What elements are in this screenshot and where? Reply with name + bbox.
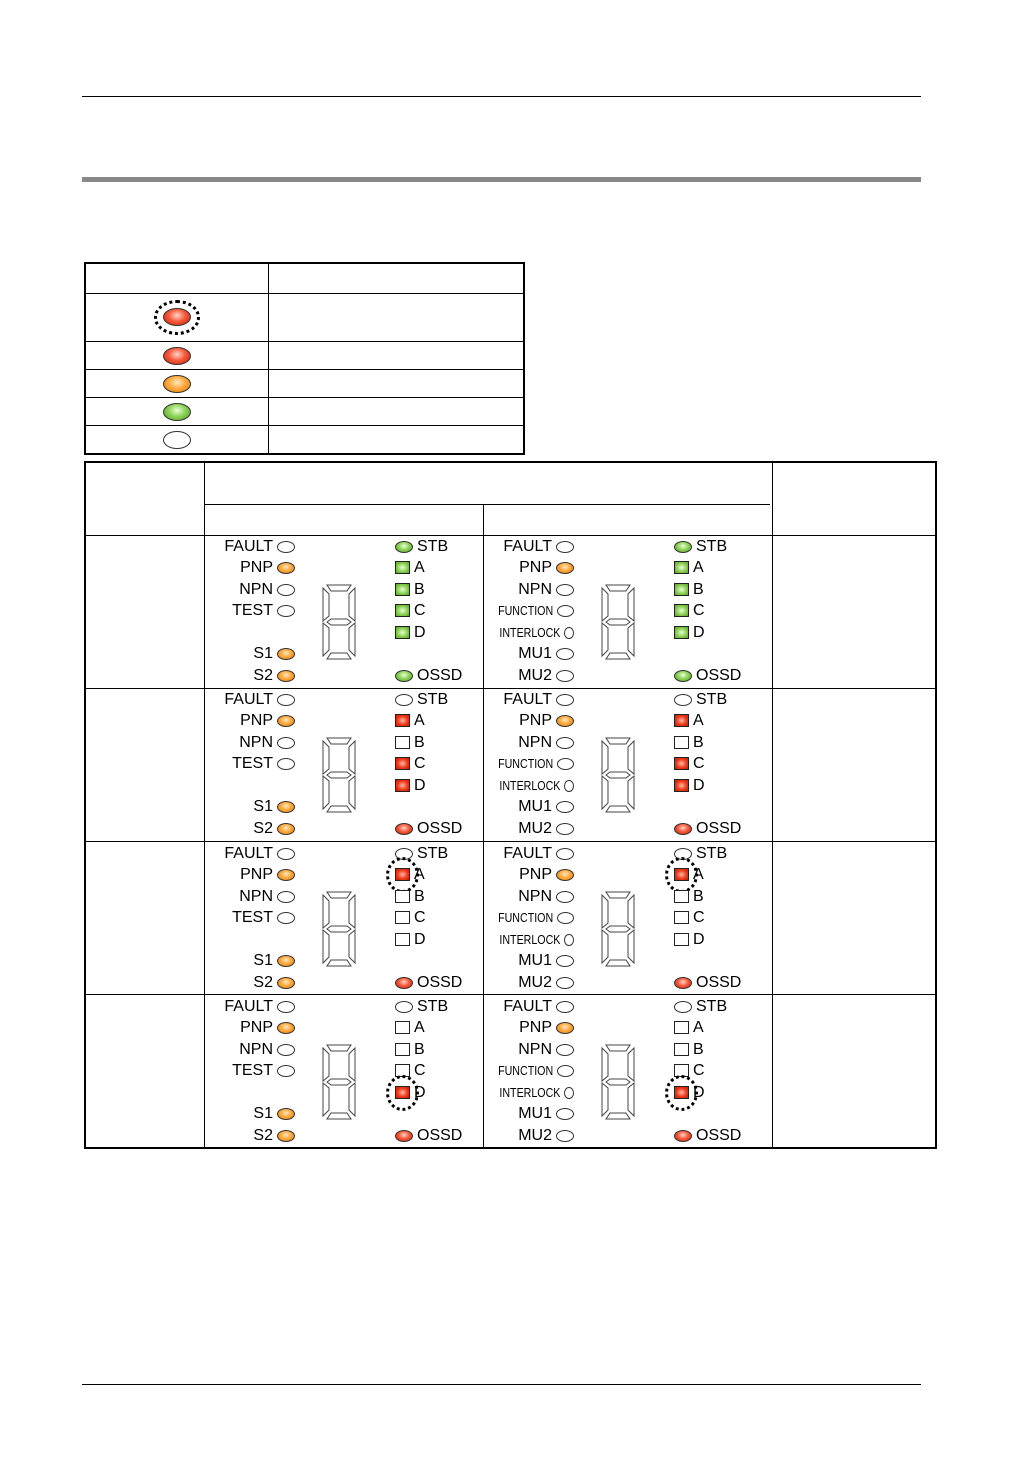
npn-label: NPN xyxy=(518,734,552,751)
npn-label: NPN xyxy=(518,888,552,905)
seven-segment-display xyxy=(321,736,357,814)
pnp-led-icon xyxy=(556,869,574,881)
test-label: TEST xyxy=(232,602,273,619)
s2-label: S2 xyxy=(253,1127,273,1144)
legend-description xyxy=(269,294,523,341)
zone-d-indicator-icon xyxy=(395,626,410,639)
stb-label: STB xyxy=(417,691,449,708)
orange-led-icon xyxy=(163,375,191,393)
pnp-led-icon xyxy=(277,869,295,881)
interlock-label: INTERLOCK xyxy=(499,932,561,947)
npn-label: NPN xyxy=(239,888,273,905)
npn-label: NPN xyxy=(518,581,552,598)
stb-led-icon xyxy=(674,541,692,553)
s2-led-icon xyxy=(277,823,295,835)
zone-a-indicator-icon xyxy=(674,1021,689,1034)
zone-b-indicator-icon xyxy=(674,736,689,749)
zone-a-label: A xyxy=(414,712,425,729)
legend-row-orange xyxy=(86,369,523,397)
stb-label: STB xyxy=(417,998,449,1015)
interlock-led-icon xyxy=(564,1087,574,1099)
zone-b-label: B xyxy=(414,581,425,598)
pnp-label: PNP xyxy=(519,866,552,883)
s1-label: S1 xyxy=(253,952,273,969)
seven-segment-display xyxy=(600,1043,636,1121)
zone-b-indicator-icon xyxy=(395,890,410,903)
zone-c-indicator-icon xyxy=(395,757,410,770)
green-led-icon xyxy=(163,403,191,421)
function-label: FUNCTION xyxy=(498,1063,554,1078)
legend-row-blinking-red xyxy=(86,293,523,341)
fault-led-icon xyxy=(556,694,574,706)
led-legend-table xyxy=(84,262,525,455)
mu2-led-icon xyxy=(556,670,574,682)
function-led-icon xyxy=(557,1065,574,1077)
zone-c-label: C xyxy=(693,1062,705,1079)
ossd-label: OSSD xyxy=(417,1127,463,1144)
pnp-label: PNP xyxy=(240,712,273,729)
stb-led-icon xyxy=(395,1001,413,1013)
mu2-led-icon xyxy=(556,977,574,989)
pnp-label: PNP xyxy=(519,559,552,576)
fault-label: FAULT xyxy=(224,998,273,1015)
stb-led-icon xyxy=(395,541,413,553)
zone-d-label: D xyxy=(693,777,705,794)
npn-led-icon xyxy=(277,891,295,903)
blinking-red-led-icon xyxy=(163,308,191,326)
zone-c-indicator-icon xyxy=(674,757,689,770)
fault-led-icon xyxy=(277,848,295,860)
function-label: FUNCTION xyxy=(498,756,554,771)
pnp-label: PNP xyxy=(519,1019,552,1036)
zone-d-indicator-icon xyxy=(674,779,689,792)
section-title-bar xyxy=(82,177,921,182)
zone-b-label: B xyxy=(414,734,425,751)
interlock-led-icon xyxy=(564,780,574,792)
fault-led-icon xyxy=(556,1001,574,1013)
mu2-led-icon xyxy=(556,823,574,835)
zone-d-label: D xyxy=(693,1084,705,1101)
zone-a-indicator-icon xyxy=(674,714,689,727)
legend-row-red xyxy=(86,341,523,369)
zone-b-label: B xyxy=(693,581,704,598)
mu2-led-icon xyxy=(556,1130,574,1142)
ossd-led-icon xyxy=(395,977,413,989)
npn-label: NPN xyxy=(239,581,273,598)
test-led-icon xyxy=(277,912,295,924)
interlock-label: INTERLOCK xyxy=(499,1085,561,1100)
s1-led-icon xyxy=(277,955,295,967)
test-label: TEST xyxy=(232,755,273,772)
zone-a-indicator-icon xyxy=(674,561,689,574)
ossd-label: OSSD xyxy=(417,667,463,684)
zone-c-label: C xyxy=(693,909,705,926)
seven-segment-display xyxy=(600,890,636,968)
mu2-label: MU2 xyxy=(518,974,552,991)
ossd-led-icon xyxy=(395,1130,413,1142)
ossd-label: OSSD xyxy=(696,1127,742,1144)
s2-led-icon xyxy=(277,977,295,989)
legend-row-off xyxy=(86,425,523,453)
fault-label: FAULT xyxy=(224,538,273,555)
npn-label: NPN xyxy=(239,734,273,751)
zone-d-label: D xyxy=(414,1084,426,1101)
fault-label: FAULT xyxy=(224,691,273,708)
zone-c-indicator-icon xyxy=(674,911,689,924)
ossd-led-icon xyxy=(674,977,692,989)
legend-row-green xyxy=(86,397,523,425)
pnp-label: PNP xyxy=(519,712,552,729)
ossd-led-icon xyxy=(674,1130,692,1142)
interlock-led-icon xyxy=(564,934,574,946)
ossd-label: OSSD xyxy=(696,974,742,991)
s1-led-icon xyxy=(277,1108,295,1120)
zone-c-label: C xyxy=(414,602,426,619)
legend-header-description xyxy=(269,264,523,293)
red-led-icon xyxy=(163,347,191,365)
ossd-led-icon xyxy=(395,823,413,835)
function-led-icon xyxy=(557,912,574,924)
zone-a-label: A xyxy=(414,1019,425,1036)
zone-b-label: B xyxy=(693,734,704,751)
legend-description xyxy=(269,342,523,369)
footer-rule xyxy=(82,1384,921,1385)
test-label: TEST xyxy=(232,909,273,926)
mu1-led-icon xyxy=(556,801,574,813)
npn-led-icon xyxy=(556,737,574,749)
stb-led-icon xyxy=(395,694,413,706)
mu2-label: MU2 xyxy=(518,1127,552,1144)
seven-segment-display xyxy=(321,1043,357,1121)
zone-a-indicator-icon xyxy=(395,1021,410,1034)
npn-label: NPN xyxy=(518,1041,552,1058)
mu2-label: MU2 xyxy=(518,820,552,837)
npn-led-icon xyxy=(277,737,295,749)
legend-description xyxy=(269,398,523,425)
pnp-led-icon xyxy=(556,1022,574,1034)
seven-segment-display xyxy=(600,583,636,661)
ossd-label: OSSD xyxy=(417,974,463,991)
ossd-led-icon xyxy=(674,823,692,835)
zone-c-label: C xyxy=(414,755,426,772)
test-led-icon xyxy=(277,1065,295,1077)
npn-led-icon xyxy=(556,584,574,596)
mu1-led-icon xyxy=(556,1108,574,1120)
npn-led-icon xyxy=(277,584,295,596)
zone-a-indicator-icon xyxy=(395,868,410,881)
ossd-label: OSSD xyxy=(696,667,742,684)
ossd-label: OSSD xyxy=(417,820,463,837)
seven-segment-display xyxy=(321,583,357,661)
pnp-label: PNP xyxy=(240,559,273,576)
legend-header-row xyxy=(86,264,523,293)
mu1-led-icon xyxy=(556,648,574,660)
zone-b-indicator-icon xyxy=(674,890,689,903)
zone-d-indicator-icon xyxy=(674,1086,689,1099)
off-led-icon xyxy=(163,431,191,449)
zone-c-indicator-icon xyxy=(395,604,410,617)
s2-led-icon xyxy=(277,670,295,682)
test-led-icon xyxy=(277,758,295,770)
zone-b-indicator-icon xyxy=(674,1043,689,1056)
zone-d-indicator-icon xyxy=(395,779,410,792)
stb-label: STB xyxy=(696,691,728,708)
zone-b-indicator-icon xyxy=(395,583,410,596)
zone-d-label: D xyxy=(414,931,426,948)
zone-d-label: D xyxy=(693,624,705,641)
zone-c-indicator-icon xyxy=(395,911,410,924)
npn-label: NPN xyxy=(239,1041,273,1058)
mu1-label: MU1 xyxy=(518,952,552,969)
zone-a-label: A xyxy=(693,712,704,729)
stb-led-icon xyxy=(674,694,692,706)
zone-c-indicator-icon xyxy=(674,604,689,617)
zone-b-label: B xyxy=(693,1041,704,1058)
zone-d-indicator-icon xyxy=(674,933,689,946)
fault-label: FAULT xyxy=(503,691,552,708)
mu1-led-icon xyxy=(556,955,574,967)
zone-c-label: C xyxy=(693,602,705,619)
test-led-icon xyxy=(277,605,295,617)
mu1-label: MU1 xyxy=(518,798,552,815)
fault-label: FAULT xyxy=(503,538,552,555)
zone-a-label: A xyxy=(693,559,704,576)
pnp-led-icon xyxy=(277,1022,295,1034)
s2-led-icon xyxy=(277,1130,295,1142)
npn-led-icon xyxy=(556,1044,574,1056)
zone-b-label: B xyxy=(414,888,425,905)
pnp-led-icon xyxy=(556,715,574,727)
ossd-led-icon xyxy=(674,670,692,682)
s1-label: S1 xyxy=(253,798,273,815)
zone-b-indicator-icon xyxy=(395,736,410,749)
zone-a-label: A xyxy=(693,1019,704,1036)
npn-led-icon xyxy=(277,1044,295,1056)
pnp-led-icon xyxy=(556,562,574,574)
legend-header-symbol xyxy=(86,264,269,293)
mu2-label: MU2 xyxy=(518,667,552,684)
stb-label: STB xyxy=(696,998,728,1015)
header-rule xyxy=(82,96,921,97)
function-label: FUNCTION xyxy=(498,910,554,925)
stb-led-icon xyxy=(674,1001,692,1013)
zone-c-label: C xyxy=(414,1062,426,1079)
zone-c-label: C xyxy=(414,909,426,926)
stb-label: STB xyxy=(696,538,728,555)
zone-d-indicator-icon xyxy=(674,626,689,639)
fault-led-icon xyxy=(277,541,295,553)
interlock-label: INTERLOCK xyxy=(499,625,561,640)
s1-led-icon xyxy=(277,801,295,813)
zone-d-indicator-icon xyxy=(395,1086,410,1099)
function-label: FUNCTION xyxy=(498,603,554,618)
pnp-label: PNP xyxy=(240,1019,273,1036)
mu1-label: MU1 xyxy=(518,645,552,662)
zone-b-label: B xyxy=(693,888,704,905)
interlock-label: INTERLOCK xyxy=(499,778,561,793)
fault-led-icon xyxy=(277,694,295,706)
legend-description xyxy=(269,370,523,397)
stb-label: STB xyxy=(417,538,449,555)
s2-label: S2 xyxy=(253,974,273,991)
zone-d-label: D xyxy=(414,777,426,794)
fault-label: FAULT xyxy=(224,845,273,862)
function-led-icon xyxy=(557,758,574,770)
s1-led-icon xyxy=(277,648,295,660)
zone-d-indicator-icon xyxy=(395,933,410,946)
seven-segment-display xyxy=(321,890,357,968)
zone-a-label: A xyxy=(414,866,425,883)
function-led-icon xyxy=(557,605,574,617)
zone-a-indicator-icon xyxy=(395,561,410,574)
fault-label: FAULT xyxy=(503,845,552,862)
pnp-led-icon xyxy=(277,715,295,727)
mu1-label: MU1 xyxy=(518,1105,552,1122)
stb-label: STB xyxy=(696,845,728,862)
zone-a-label: A xyxy=(693,866,704,883)
zone-a-label: A xyxy=(414,559,425,576)
zone-d-label: D xyxy=(414,624,426,641)
s2-label: S2 xyxy=(253,667,273,684)
zone-a-indicator-icon xyxy=(674,868,689,881)
pnp-label: PNP xyxy=(240,866,273,883)
seven-segment-display xyxy=(600,736,636,814)
zone-b-indicator-icon xyxy=(395,1043,410,1056)
npn-led-icon xyxy=(556,891,574,903)
fault-label: FAULT xyxy=(503,998,552,1015)
zone-b-indicator-icon xyxy=(674,583,689,596)
s2-label: S2 xyxy=(253,820,273,837)
zone-d-label: D xyxy=(693,931,705,948)
s1-label: S1 xyxy=(253,1105,273,1122)
fault-led-icon xyxy=(556,848,574,860)
ossd-led-icon xyxy=(395,670,413,682)
interlock-led-icon xyxy=(564,627,574,639)
zone-a-indicator-icon xyxy=(395,714,410,727)
zone-b-label: B xyxy=(414,1041,425,1058)
ossd-label: OSSD xyxy=(696,820,742,837)
legend-description xyxy=(269,426,523,453)
s1-label: S1 xyxy=(253,645,273,662)
zone-c-label: C xyxy=(693,755,705,772)
test-label: TEST xyxy=(232,1062,273,1079)
fault-led-icon xyxy=(556,541,574,553)
fault-led-icon xyxy=(277,1001,295,1013)
stb-label: STB xyxy=(417,845,449,862)
pnp-led-icon xyxy=(277,562,295,574)
